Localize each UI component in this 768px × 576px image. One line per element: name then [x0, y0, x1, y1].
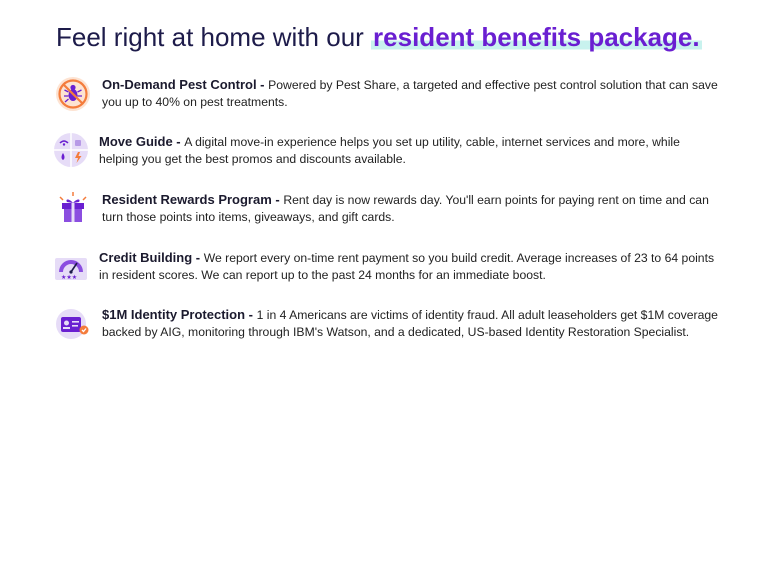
benefit-title: Resident Rewards Program - — [102, 192, 284, 207]
benefit-text — [99, 249, 715, 284]
benefit-text — [99, 133, 715, 168]
benefit-text — [102, 76, 718, 111]
svg-text:★★★: ★★★ — [61, 274, 78, 281]
no-bugs-icon — [55, 76, 91, 112]
benefit-description: A digital move-in experience helps you set up utility, cable, internet services and more, while helping you get the best promos and discounts available. — [99, 135, 680, 166]
page-heading — [56, 20, 702, 54]
benefit-description: We report every on-time rent payment so you build credit. Average increases of 23 to 64 points in resident scores. We can report up to the past 24 months for an immediate boost. — [99, 251, 715, 282]
heading-highlight: resident benefits package. — [373, 22, 700, 52]
benefit-title: Credit Building - — [99, 250, 204, 265]
utilities-icon — [53, 132, 89, 168]
benefit-text — [102, 191, 718, 226]
benefit-description: Rent day is now rewards day. You'll earn points for paying rent on time and can turn those points into items, giveaways, and gift cards. — [102, 193, 709, 224]
id-card-icon — [55, 307, 91, 343]
benefit-title: On-Demand Pest Control - — [102, 77, 269, 92]
benefit-title: Move Guide - — [99, 134, 185, 149]
credit-score-icon — [53, 250, 89, 286]
benefit-description: 1 in 4 Americans are victims of identity fraud. All adult leaseholders get $1M coverage backed by AIG, monitoring through IBM's Watson, and a dedicated, US-based Identity Restoration Specialist. — [102, 308, 718, 339]
heading-prefix: Feel right at home with our — [56, 22, 372, 52]
benefit-description: Powered by Pest Share, a targeted and effective pest control solution that can save you up to 40% on pest treatments. — [102, 78, 718, 109]
gift-icon — [55, 190, 91, 226]
benefit-text — [102, 306, 718, 341]
benefit-title: $1M Identity Protection - — [102, 307, 257, 322]
